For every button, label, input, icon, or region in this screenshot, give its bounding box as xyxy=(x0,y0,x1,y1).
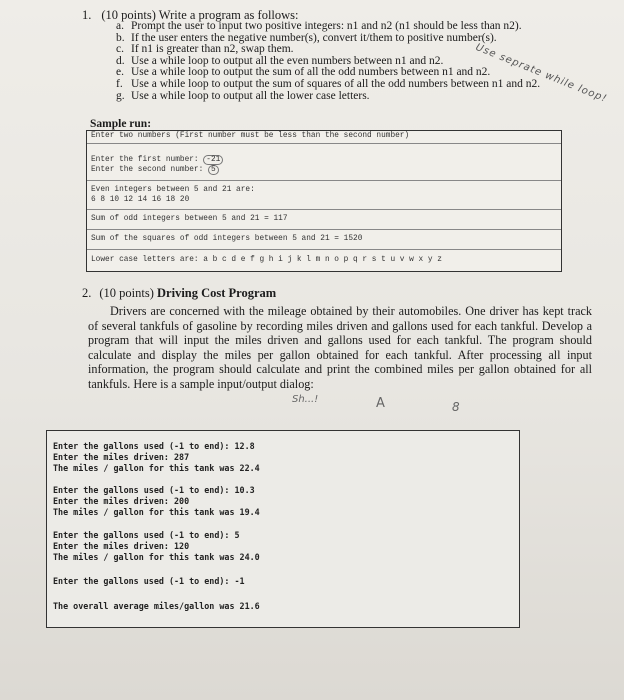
item-text: Use a while loop to output all the even numbers between n1 and n2. xyxy=(131,54,444,67)
question-2-title xyxy=(82,286,276,301)
sample-line: Even integers between 5 and 21 are: xyxy=(91,186,255,194)
item-letter: g. xyxy=(116,89,125,102)
dialog-line: The miles / gallon for this tank was 19.4 xyxy=(53,507,260,517)
dialog-line: Enter the gallons used (-1 to end): -1 xyxy=(53,576,245,586)
item-text: Prompt the user to input two positive integers: n1 and n2 (n1 should be less than n2). xyxy=(131,20,522,32)
dialog-line: Enter the gallons used (-1 to end): 5 xyxy=(53,530,240,540)
item-letter: a. xyxy=(116,20,124,32)
item-text: Use a while loop to output the sum of squares of all the odd numbers between n1 and n2. xyxy=(131,77,541,90)
dialog-line: The miles / gallon for this tank was 24.0 xyxy=(53,552,260,562)
question-1-heading: (10 points) Write a program as follows: xyxy=(101,8,299,22)
question-2-number: 2. xyxy=(82,286,92,300)
divider xyxy=(87,249,561,250)
dialog-line: Enter the miles driven: 200 xyxy=(53,496,190,506)
circled-value: -21 xyxy=(203,155,223,165)
item-text: If the user enters the negative number(s), convert it/them to positive number(s). xyxy=(131,31,497,44)
item-text: If n1 is greater than n2, swap them. xyxy=(131,43,294,56)
circled-value: 5 xyxy=(208,165,219,175)
question-2-points: (10 points) xyxy=(99,286,154,300)
sample-line: Enter two numbers (First number must be less than the second number) xyxy=(91,132,410,140)
item-letter: d. xyxy=(116,54,125,67)
dialog-line: Enter the gallons used (-1 to end): 12.8 xyxy=(53,441,255,451)
dialog-line: Enter the gallons used (-1 to end): 10.3 xyxy=(53,485,255,495)
dialog-line: Enter the miles driven: 287 xyxy=(53,452,190,462)
dialog-line: The overall average miles/gallon was 21.6 xyxy=(53,601,260,611)
sample-dialog-box xyxy=(46,430,520,628)
sample-line: Sum of the squares of odd integers between 5 and 21 = 1520 xyxy=(91,235,363,243)
divider xyxy=(87,229,561,230)
item-letter: b. xyxy=(116,31,125,44)
dialog-line: The miles / gallon for this tank was 22.4 xyxy=(53,463,260,473)
item-text: Use a while loop to output the sum of all the odd numbers between n1 and n2. xyxy=(131,66,491,79)
item-letter: e. xyxy=(116,66,124,79)
question-1-number: 1. xyxy=(82,8,92,22)
sample-run-label: Sample run: xyxy=(90,118,152,130)
item-letter: f. xyxy=(116,77,123,90)
sample-line: Sum of odd integers between 5 and 21 = 117 xyxy=(91,215,288,223)
requirement-item xyxy=(116,91,540,103)
divider xyxy=(87,143,561,144)
divider xyxy=(87,180,561,181)
handwritten-note: 8 xyxy=(452,400,460,414)
item-text: Use a while loop to output all the lower case letters. xyxy=(131,89,370,102)
prompt-text: Enter the first number: xyxy=(91,156,204,164)
handwritten-note: A xyxy=(376,396,385,411)
sample-line xyxy=(91,156,223,164)
sample-line: Lower case letters are: a b c d e f g h i j k l m n o p q r s t u v w x y z xyxy=(91,256,442,264)
handwritten-note: Use seprate while loop! xyxy=(473,42,609,105)
sample-line: 6 8 10 12 14 16 18 20 xyxy=(91,196,190,204)
item-letter: c. xyxy=(116,43,124,56)
sample-run-box xyxy=(86,130,562,272)
question-2-heading: Driving Cost Program xyxy=(157,286,277,300)
divider xyxy=(87,209,561,210)
dialog-line: Enter the miles driven: 120 xyxy=(53,541,190,551)
sample-line xyxy=(91,166,219,174)
question-1-requirements xyxy=(116,21,540,102)
handwritten-note: Sh...! xyxy=(292,394,319,405)
question-2-description: Drivers are concerned with the mileage obtained by their automobiles. One driver has kept track of several tankfuls of gasoline by recording miles driven and gallons used for each tankful. Develop a program that will input the miles driven and gallons used for each tankful. The program should calculate and display the miles per gallon obtained for each tankful. After processing all input information, the program should calculate and print the combined miles per gallon obtained for all tankfuls. Here is a sample input/output dialog: xyxy=(88,304,592,391)
prompt-text: Enter the second number: xyxy=(91,166,208,174)
